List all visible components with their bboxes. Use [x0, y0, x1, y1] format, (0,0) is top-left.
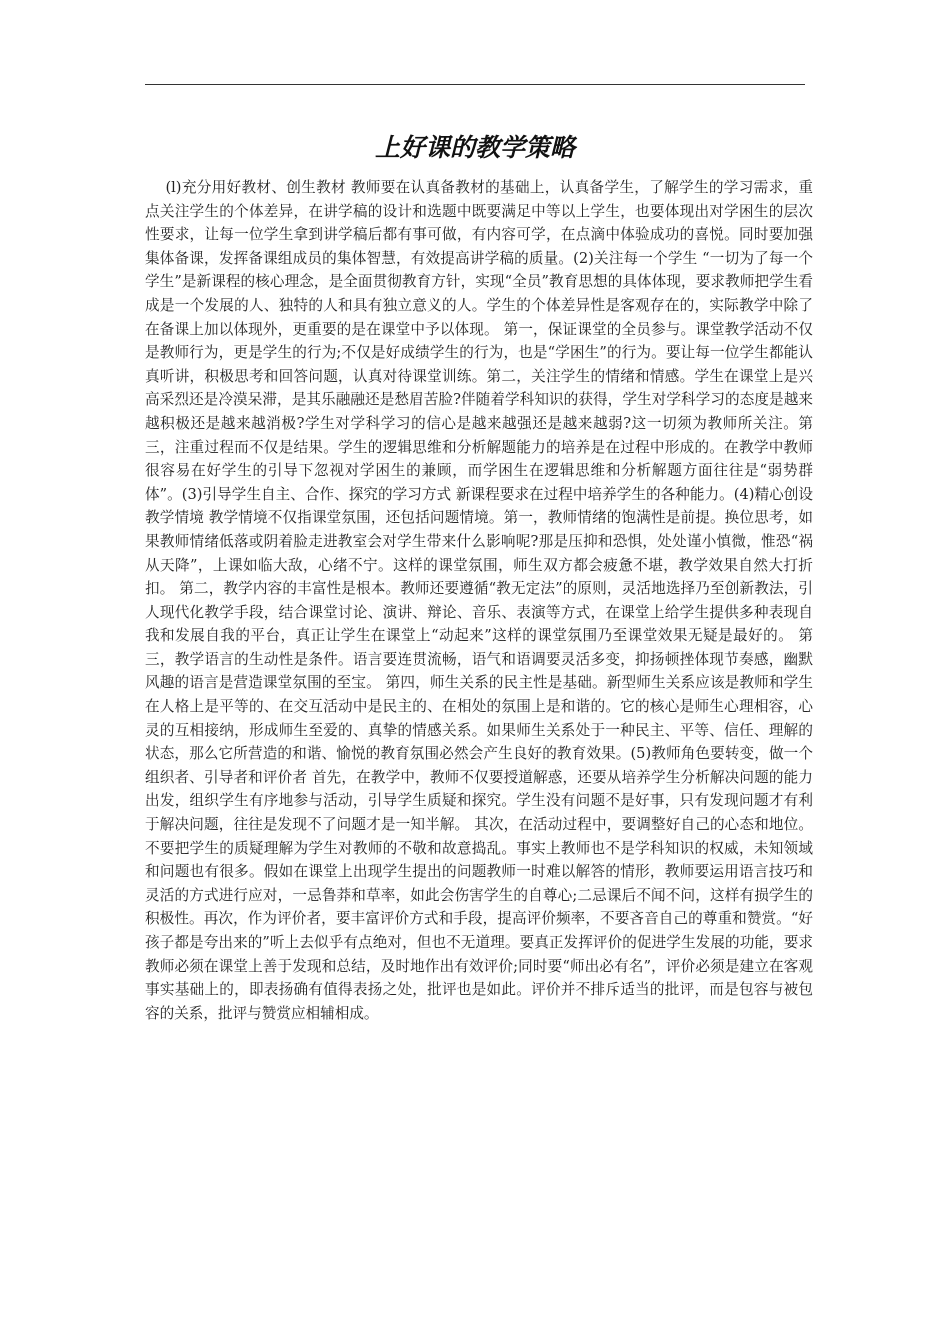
page-title: 上好课的教学策略 [374, 133, 575, 162]
header-rule [145, 84, 805, 85]
body-paragraph: (l)充分用好教材、创生教材 教师要在认真备教材的基础上，认真备学生，了解学生的学习需求，重点关注学生的个体差异，在讲学稿的设计和选题中既要满足中等以上学生，也要体现出对学困生的层次性要求，让每一位学生拿到讲学稿后都有事可做，有内容可学，在点滴中体验成功的喜悦。同时要加强集体备课，发挥备课组成员的集体智慧，有效提高讲学稿的质量。(2)关注每一个学生 “一切为了每一个学生”是新课程的核心理念，是全面贯彻教育方针，实现“全员”教育思想的具体体现，要求教师把学生看成是一个发展的人、独特的人和具有独立意义的人。学生的个体差异性是客观存在的，实际教学中除了在备课上加以体现外，更重要的是在课堂中予以体现。 第一，保证课堂的全员参与。课堂教学活动不仅是教师行为，更是学生的行为;不仅是好成绩学生的行为，也是“学困生”的行为。要让每一位学生都能认真听讲，积极思考和回答问题，认真对待课堂训练。第二，关注学生的情绪和情感。学生在课堂上是兴高采烈还是冷漠呆滞，是其乐融融还是愁眉苦脸?伴随着学科知识的获得，学生对学科学习的态度是越来越积极还是越来越消极?学生对学科学习的信心是越来越强还是越来越弱?这一切须为教师所关注。第三，注重过程而不仅是结果。学生的逻辑思维和分析解题能力的培养是在过程中形成的。在教学中教师很容易在好学生的引导下忽视对学困生的兼顾，而学困生在逻辑思维和分析解题方面往往是“弱势群体”。(3)引导学生自主、合作、探究的学习方式 新课程要求在过程中培养学生的各种能力。(4)精心创设教学情境 教学情境不仅指课堂氛围，还包括问题情境。第一，教师情绪的饱满性是前提。换位思考，如果教师情绪低落或阴着脸走进教室会对学生带来什么影响呢?那是压抑和恐惧，处处谨小慎微，惟恐“祸从天降”，上课如临大敌，心绪不宁。这样的课堂氛围，师生双方都会疲惫不堪，教学效果自然大打折扣。 第二，教学内容的丰富性是根本。教师还要遵循“教无定法”的原则，灵活地选择乃至创新教法，引人现代化教学手段，结合课堂讨论、演讲、辩论、音乐、表演等方式，在课堂上给学生提供多种表现自我和发展自我的平台，真正让学生在课堂上“动起来”这样的课堂氛围乃至课堂效果无疑是最好的。 第三，教学语言的生动性是条件。语言要连贯流畅，语气和语调要灵活多变，抑扬顿挫体现节奏感，幽默风趣的语言是营造课堂氛围的至宝。 第四，师生关系的民主性是基础。新型师生关系应该是教师和学生在人格上是平等的、在交互活动中是民主的、在相处的氛围上是和谐的。它的核心是师生心理相容，心灵的互相接纳，形成师生至爱的、真挚的情感关系。如果师生关系处于一种民主、平等、信任、理解的状态，那么它所营造的和谐、愉悦的教育氛围必然会产生良好的教育效果。(5)教师角色要转变，做一个组织者、引导者和评价者 首先，在教学中，教师不仅要授道解惑，还要从培养学生分析解决问题的能力出发，组织学生有序地参与活动，引导学生质疑和探究。学生没有问题不是好事，只有发现问题才有利于解决问题，往往是发现不了问题才是一知半解。 其次，在活动过程中，要调整好自己的心态和地位。不要把学生的质疑理解为学生对教师的不敬和故意捣乱。事实上教师也不是学科知识的权威，未知领域和问题也有很多。假如在课堂上出现学生提出的问题教师一时难以解答的情形，教师要运用语言技巧和灵活的方式进行应对，一忌鲁莽和草率，如此会伤害学生的自尊心;二忌课后不闻不问，这样有损学生的积极性。再次，作为评价者，要丰富评价方式和手段，提高评价频率，不要吝音自己的尊重和赞赏。“好孩子都是夸出来的”听上去似乎有点绝对，但也不无道理。要真正发挥评价的促进学生发展的功能，要求教师必须在课堂上善于发现和总结，及时地作出有效评价;同时要“师出必有名”，评价必须是建立在客观事实基础上的，即表扬确有值得表扬之处，批评也是如此。评价并不排斥适当的批评，而是包容与被包容的关系，批评与赞赏应相辅相成。 [145, 179, 813, 1022]
